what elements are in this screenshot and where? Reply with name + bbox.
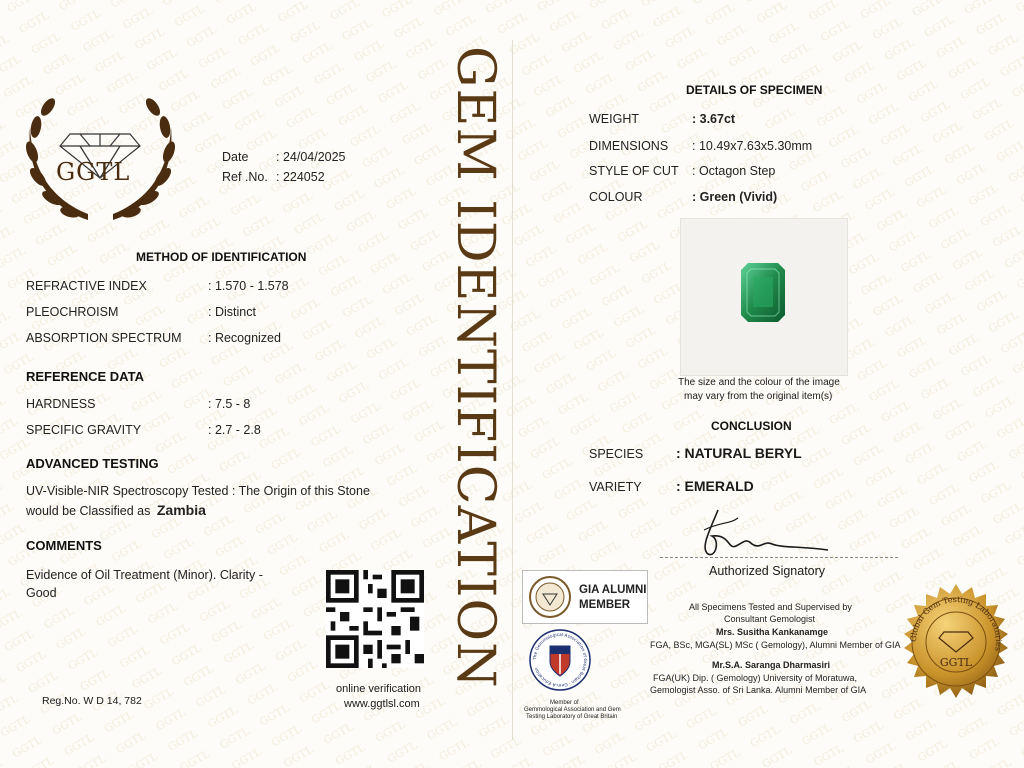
logo-text: GGTL	[56, 158, 131, 186]
gemologist-credentials-1: FGA, BSc, MGA(SL) MSc ( Gemology), Alumni Member of GIA	[650, 640, 901, 650]
gem-a-ring-text: The Gemmological Association of Great Britain · Gem-A Education	[532, 632, 588, 688]
gem-a-line2: Gemmological Association and Gem	[524, 707, 621, 713]
origin-value: Zambia	[156, 502, 206, 518]
method-row-label: PLEOCHROISM	[26, 305, 119, 319]
variety-label: VARIETY	[589, 480, 642, 494]
ref-label: Ref .No.	[222, 170, 268, 184]
date-label: Date	[222, 150, 249, 164]
image-note-line1: The size and the colour of the image	[678, 377, 840, 388]
method-title: METHOD OF IDENTIFICATION	[136, 250, 307, 264]
supervision-line1: All Specimens Tested and Supervised by	[689, 602, 852, 612]
gold-seal	[896, 582, 1016, 702]
species-value: : NATURAL BERYL	[676, 445, 802, 461]
seal-ring-text: Global Gem Testing Laboratories	[908, 594, 1004, 652]
advanced-title: ADVANCED TESTING	[26, 456, 159, 471]
method-row-label: REFRACTIVE INDEX	[26, 279, 147, 293]
species-label: SPECIES	[589, 447, 644, 461]
gemologist-name-2: Mr.S.A. Saranga Dharmasiri	[712, 660, 831, 670]
reference-row-label: SPECIFIC GRAVITY	[26, 423, 142, 437]
gemologist-credentials-3: Gemologist Asso. of Sri Lanka. Alumni Member of GIA	[650, 685, 867, 695]
advanced-line1: UV-Visible-NIR Spectroscopy Tested : The Origin of this Stone	[26, 484, 370, 498]
advanced-line2-text: would be Classified as	[26, 504, 151, 518]
method-row-label: ABSORPTION SPECTRUM	[26, 331, 182, 345]
gemologist-name-1: Mrs. Susitha Kankanamge	[716, 627, 829, 637]
details-row-label: DIMENSIONS	[589, 139, 669, 153]
qr-code[interactable]	[326, 570, 424, 668]
details-row-value: : 10.49x7.63x5.30mm	[692, 139, 813, 153]
gem-a-line3: Testing Laboratory of Great Britain	[526, 714, 618, 720]
reference-row-value: : 2.7 - 2.8	[208, 423, 261, 437]
method-row-value: : 1.570 - 1.578	[208, 279, 289, 293]
ref-value: : 224052	[276, 170, 325, 184]
comments-line1: Evidence of Oil Treatment (Minor). Clarity -	[26, 568, 263, 582]
details-row-label: STYLE OF CUT	[589, 164, 679, 178]
image-note-line2: may vary from the original item(s)	[684, 391, 833, 402]
online-verification-label: online verification	[336, 683, 421, 695]
advanced-line2	[26, 502, 206, 518]
signature	[690, 500, 840, 562]
variety-value: : EMERALD	[676, 478, 754, 494]
method-row-value: : Recognized	[208, 331, 281, 345]
seal-center-text: GGTL	[939, 656, 973, 669]
gem-a-crest	[528, 628, 592, 692]
conclusion-title: CONCLUSION	[711, 419, 792, 433]
reference-title: REFERENCE DATA	[26, 369, 144, 384]
online-verification-url[interactable]: www.ggtlsl.com	[344, 698, 420, 710]
authorized-signatory: Authorized Signatory	[709, 564, 826, 578]
specimen-photo	[680, 218, 848, 376]
signature-line	[660, 557, 898, 558]
ggtl-wreath-logo	[18, 82, 183, 232]
details-row-value: : 3.67ct	[692, 112, 736, 126]
supervision-line2: Consultant Gemologist	[724, 614, 816, 624]
comments-line2: Good	[26, 586, 57, 600]
gia-line2: MEMBER	[579, 599, 631, 611]
fold-line	[512, 40, 513, 740]
details-row-value: : Green (Vivid)	[692, 190, 778, 204]
method-row-value: : Distinct	[208, 305, 256, 319]
details-row-label: COLOUR	[589, 190, 643, 204]
details-row-label: WEIGHT	[589, 112, 639, 126]
emerald-gem	[681, 219, 847, 375]
gemologist-credentials-2: FGA(UK) Dip. ( Gemology) University of Moratuwa,	[653, 673, 858, 683]
reg-number: Reg.No. W D 14, 782	[42, 695, 142, 707]
reference-row-label: HARDNESS	[26, 397, 96, 411]
gem-a-line1: Member of	[550, 700, 579, 706]
details-row-value: : Octagon Step	[692, 164, 776, 178]
details-title: DETAILS OF SPECIMEN	[686, 83, 823, 97]
comments-title: COMMENTS	[26, 538, 102, 553]
date-value: : 24/04/2025	[276, 150, 346, 164]
gia-emblem	[529, 576, 571, 618]
gia-line1: GIA ALUMNI	[579, 584, 647, 596]
gia-badge	[522, 570, 648, 624]
reference-row-value: : 7.5 - 8	[208, 397, 251, 411]
vertical-title: GEM IDENTIFICATION	[445, 46, 505, 689]
